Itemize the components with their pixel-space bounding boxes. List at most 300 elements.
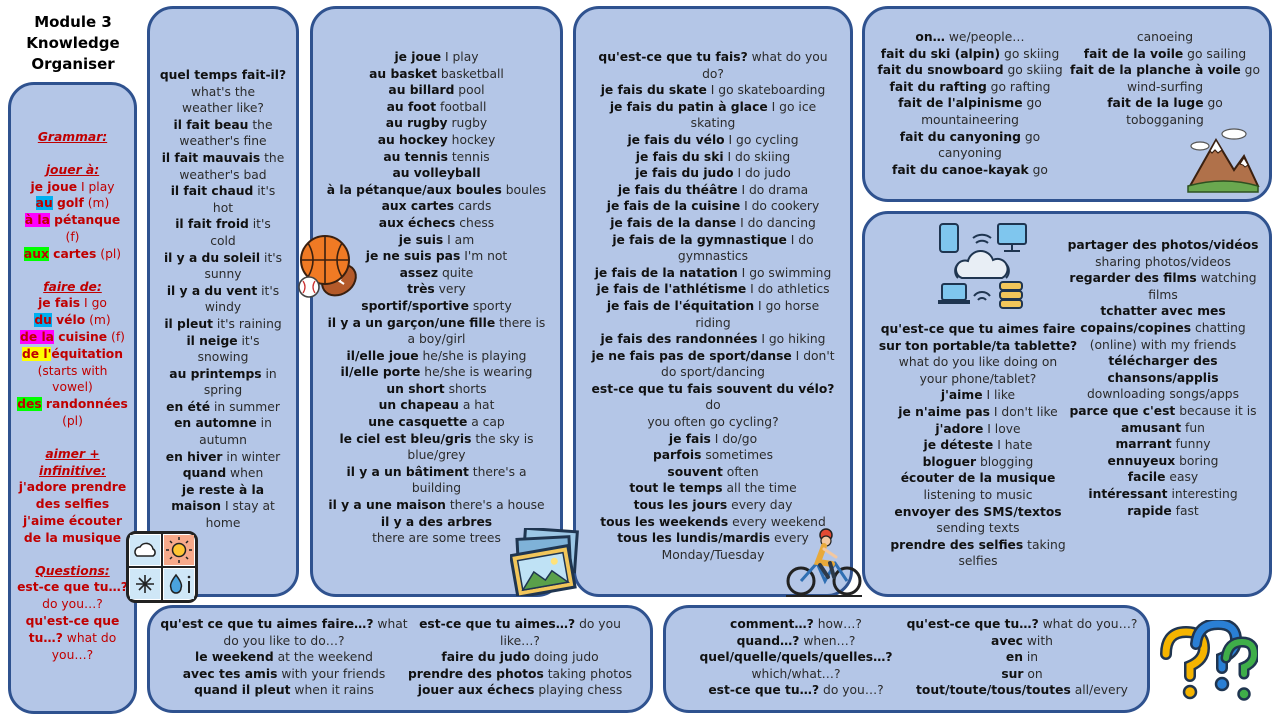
french-term: je joue bbox=[394, 50, 442, 64]
questions-list bbox=[11, 579, 134, 663]
french-term: est-ce que tu fais souvent du vélo? bbox=[591, 381, 835, 396]
vocab-line bbox=[323, 182, 550, 199]
vocab-line bbox=[323, 381, 550, 398]
french-term: un chapeau bbox=[378, 398, 459, 413]
french-term: je ne suis pas bbox=[365, 249, 461, 264]
english-translation: I go bbox=[80, 296, 107, 311]
english-translation: when bbox=[226, 466, 264, 481]
vocab-line bbox=[323, 66, 550, 83]
english-translation: riding bbox=[695, 315, 731, 330]
english-translation: canoeing bbox=[1136, 30, 1194, 44]
vocab-line bbox=[158, 100, 288, 117]
vocab-line bbox=[156, 682, 412, 699]
likes-panel bbox=[147, 605, 653, 713]
aimer-example-2: des selfies bbox=[35, 497, 110, 512]
vocab-line bbox=[11, 363, 134, 380]
vocab-line bbox=[323, 447, 550, 464]
vocab-line bbox=[873, 354, 1083, 371]
vocab-line bbox=[590, 497, 836, 514]
french-term: prendre des selfies bbox=[890, 537, 1024, 552]
english-translation: a hat bbox=[458, 398, 495, 413]
vocab-line bbox=[323, 49, 550, 66]
vocab-line bbox=[873, 387, 1083, 404]
english-translation: windy bbox=[204, 300, 242, 315]
french-term: en hiver bbox=[165, 449, 223, 464]
english-translation: fun bbox=[1181, 420, 1205, 435]
english-translation: wind-surfing bbox=[1126, 79, 1204, 94]
english-translation: a cap bbox=[467, 415, 505, 430]
english-translation: when…? bbox=[799, 633, 856, 648]
english-translation: it's bbox=[253, 184, 276, 199]
vocab-line bbox=[11, 295, 134, 312]
tech-list-left bbox=[873, 321, 1083, 570]
french-term: on… bbox=[915, 30, 945, 44]
french-term: je fais du skate bbox=[600, 83, 707, 98]
vocab-line bbox=[590, 198, 836, 215]
vocab-line bbox=[156, 633, 412, 650]
french-term: qu'est-ce que tu fais? bbox=[598, 50, 748, 64]
vocab-line bbox=[590, 298, 836, 315]
french-term: chansons/applis bbox=[1107, 370, 1219, 385]
vocab-line bbox=[1063, 453, 1263, 470]
english-translation: I do/go bbox=[710, 431, 758, 446]
vocab-line bbox=[158, 449, 288, 466]
aimer-example-4: de la musique bbox=[23, 530, 122, 545]
french-term: tchatter avec mes bbox=[1100, 304, 1226, 319]
vocab-line bbox=[11, 647, 134, 664]
french-term: au volleyball bbox=[392, 166, 481, 181]
vocab-line bbox=[1063, 353, 1263, 370]
vocab-line bbox=[1063, 370, 1263, 387]
vocab-line bbox=[158, 200, 288, 217]
english-translation: the bbox=[260, 150, 285, 165]
english-translation: home bbox=[205, 516, 241, 531]
english-translation: boules bbox=[501, 182, 547, 197]
vocab-line bbox=[676, 616, 916, 633]
english-translation: at the weekend bbox=[273, 650, 373, 665]
english-translation: listening to music bbox=[923, 487, 1033, 502]
vocab-line bbox=[323, 431, 550, 448]
vocab-line bbox=[323, 414, 550, 431]
english-translation: every bbox=[770, 531, 809, 546]
french-term: j'aime bbox=[940, 388, 983, 403]
english-translation: what bbox=[373, 617, 408, 631]
vocab-line bbox=[1067, 29, 1263, 46]
french-term: il y a du vent bbox=[166, 283, 258, 298]
vocab-line bbox=[158, 283, 288, 300]
vocab-line bbox=[875, 112, 1065, 129]
vocab-line bbox=[875, 129, 1065, 146]
vocab-line bbox=[590, 248, 836, 265]
english-translation: you…? bbox=[51, 647, 94, 662]
vocab-line bbox=[875, 145, 1065, 162]
english-translation: what do you…? bbox=[1038, 617, 1138, 631]
english-translation: there is bbox=[495, 315, 546, 330]
french-term: fait du snowboard bbox=[877, 63, 1004, 78]
english-translation: go skiing bbox=[1003, 63, 1063, 78]
english-translation: when it rains bbox=[290, 683, 374, 698]
vocab-line bbox=[158, 150, 288, 167]
english-translation: hockey bbox=[447, 132, 496, 147]
article-highlight: aux bbox=[23, 246, 49, 261]
english-translation: taking bbox=[1023, 537, 1066, 552]
english-translation: selfies bbox=[958, 554, 998, 569]
english-translation: in winter bbox=[222, 449, 281, 464]
vocab-line bbox=[1063, 486, 1263, 503]
vocab-line bbox=[11, 396, 134, 413]
vocab-line bbox=[676, 666, 916, 683]
french-term: tout le temps bbox=[629, 481, 723, 496]
english-translation: I do athletics bbox=[746, 282, 830, 297]
english-translation: I do drama bbox=[737, 182, 809, 197]
french-term: parfois bbox=[652, 448, 702, 463]
question-words-left bbox=[676, 616, 916, 699]
vocab-line bbox=[11, 229, 134, 246]
photos-icon bbox=[510, 528, 580, 596]
english-translation: all the time bbox=[722, 481, 797, 496]
french-term: golf bbox=[52, 196, 84, 211]
french-term: aux échecs bbox=[378, 215, 456, 230]
vocab-line bbox=[158, 366, 288, 383]
english-translation: I go hiking bbox=[757, 332, 826, 347]
vocab-line bbox=[158, 515, 288, 532]
french-term: il pleut bbox=[164, 316, 214, 331]
french-term: au printemps bbox=[169, 366, 262, 381]
vocab-line bbox=[158, 465, 288, 482]
article-highlight: à la bbox=[24, 213, 50, 228]
vocab-line bbox=[590, 480, 836, 497]
vocab-line bbox=[1067, 95, 1263, 112]
vocab-line bbox=[590, 215, 836, 232]
french-term: le ciel est bleu/gris bbox=[339, 431, 472, 446]
english-translation: spring bbox=[203, 383, 243, 398]
french-term: en automne bbox=[174, 416, 257, 431]
french-term: cuisine bbox=[53, 329, 108, 344]
vocab-line bbox=[11, 346, 134, 363]
vocab-line bbox=[11, 212, 134, 229]
english-translation: the bbox=[248, 117, 273, 132]
weather-list bbox=[158, 67, 288, 532]
french-term: prendre des photos bbox=[407, 666, 544, 681]
vocab-line bbox=[158, 316, 288, 333]
english-translation: weather like? bbox=[182, 101, 264, 116]
french-term: tout/toute/tous/toutes bbox=[916, 683, 1071, 698]
vocab-line bbox=[873, 404, 1083, 421]
vocab-line bbox=[590, 447, 836, 464]
vocab-line bbox=[158, 266, 288, 283]
vocab-line bbox=[875, 62, 1065, 79]
vocab-line bbox=[590, 381, 836, 414]
english-translation: go bbox=[1022, 96, 1042, 111]
french-term: je fais de la gymnastique bbox=[612, 232, 787, 247]
grammar-panel bbox=[8, 82, 137, 714]
english-translation: pool bbox=[454, 83, 485, 98]
french-term: quel/quelle/quels/quelles…? bbox=[699, 650, 893, 665]
english-translation: rugby bbox=[447, 116, 488, 131]
french-term: fait de la voile bbox=[1083, 46, 1184, 61]
vocab-line bbox=[590, 182, 836, 199]
outdoor-list-left bbox=[875, 29, 1065, 178]
english-translation: all/every bbox=[1070, 683, 1128, 698]
english-translation: he/she is playing bbox=[418, 348, 527, 363]
english-translation: (pl) bbox=[96, 246, 122, 261]
french-term: il y a un bâtiment bbox=[346, 464, 469, 479]
vocab-line bbox=[158, 399, 288, 416]
french-term: partager des photos/vidéos bbox=[1067, 238, 1259, 252]
french-term: ennuyeux bbox=[1107, 453, 1176, 468]
english-translation: snowing bbox=[197, 350, 249, 365]
french-term: je fais de l'équitation bbox=[606, 298, 755, 313]
activities-list bbox=[590, 49, 836, 563]
aimer-heading: aimer + infinitive: bbox=[39, 446, 106, 478]
french-term: fait du canyoning bbox=[899, 129, 1021, 144]
french-term: très bbox=[407, 282, 435, 297]
vocab-line bbox=[1063, 303, 1263, 320]
french-term: j'adore bbox=[935, 421, 984, 436]
french-term: assez bbox=[399, 265, 439, 280]
french-term: il y a une maison bbox=[328, 498, 446, 513]
english-translation: you often go cycling? bbox=[647, 415, 779, 430]
questions-heading: Questions: bbox=[35, 563, 110, 578]
vocab-line bbox=[875, 162, 1065, 179]
english-translation: gymnastics bbox=[677, 249, 749, 264]
vocab-line bbox=[323, 99, 550, 116]
vocab-line bbox=[323, 165, 550, 182]
english-translation: your phone/tablet? bbox=[919, 371, 1037, 386]
english-translation: in bbox=[261, 366, 277, 381]
vocab-line bbox=[11, 379, 134, 396]
english-translation: every day bbox=[727, 498, 793, 513]
grammar-note: (pl) bbox=[62, 413, 83, 428]
english-translation: weather's fine bbox=[179, 134, 267, 149]
french-term: tous les lundis/mardis bbox=[617, 531, 771, 546]
vocab-line bbox=[158, 133, 288, 150]
article-highlight: au bbox=[35, 196, 53, 211]
french-term: écouter de la musique bbox=[900, 471, 1056, 486]
vocab-line bbox=[323, 480, 550, 497]
english-translation: (m) bbox=[83, 196, 110, 211]
french-term: bloguer bbox=[922, 454, 977, 469]
vocab-line bbox=[1063, 420, 1263, 437]
cloud-devices-icon bbox=[936, 222, 1028, 312]
grammar-note: (starts with bbox=[37, 363, 108, 378]
french-term: tous les jours bbox=[633, 498, 728, 513]
english-translation: do? bbox=[702, 66, 724, 81]
english-translation: sunny bbox=[204, 267, 242, 282]
french-term: fait de la luge bbox=[1107, 96, 1204, 111]
english-translation: what do you like doing on bbox=[898, 355, 1058, 370]
english-translation: I go cycling bbox=[724, 132, 799, 147]
english-translation: I play bbox=[441, 50, 479, 64]
english-translation: mountaineering bbox=[921, 112, 1019, 127]
french-term: je fais bbox=[668, 431, 711, 446]
vocab-line bbox=[158, 432, 288, 449]
grammar-note: vowel) bbox=[52, 380, 93, 395]
english-translation: I don't like bbox=[989, 404, 1058, 419]
english-translation: I don't bbox=[791, 348, 835, 363]
vocab-line bbox=[1063, 469, 1263, 486]
vocab-line bbox=[323, 348, 550, 365]
french-term: quand…? bbox=[736, 633, 800, 648]
vocab-line bbox=[156, 616, 412, 633]
english-translation: I do skiing bbox=[723, 149, 791, 164]
mountain-icon bbox=[1186, 124, 1260, 194]
likes-list-left bbox=[156, 616, 412, 699]
english-translation: blue/grey bbox=[407, 448, 466, 463]
vocab-line bbox=[873, 487, 1083, 504]
french-term: au billard bbox=[388, 83, 455, 98]
french-term: est-ce que tu…? bbox=[17, 580, 128, 595]
english-translation: fast bbox=[1171, 503, 1199, 518]
french-term: je fais des randonnées bbox=[600, 332, 758, 347]
vocab-line bbox=[590, 82, 836, 99]
french-term: je reste à la bbox=[181, 482, 265, 497]
vocab-line bbox=[590, 49, 836, 66]
vocab-line bbox=[873, 371, 1083, 388]
english-translation: go rafting bbox=[986, 79, 1051, 94]
french-term: il/elle joue bbox=[346, 348, 419, 363]
english-translation: go sailing bbox=[1183, 46, 1247, 61]
vocab-line bbox=[158, 167, 288, 184]
english-translation: basketball bbox=[436, 66, 504, 81]
vocab-line bbox=[158, 382, 288, 399]
french-term: amusant bbox=[1121, 420, 1182, 435]
vocab-line bbox=[873, 454, 1083, 471]
article-highlight: de la bbox=[20, 329, 54, 344]
vocab-line bbox=[873, 321, 1083, 338]
vocab-line bbox=[590, 414, 836, 431]
english-translation: what do bbox=[62, 630, 117, 645]
vocab-line bbox=[902, 616, 1142, 633]
vocab-line bbox=[590, 232, 836, 249]
french-term: au tennis bbox=[383, 149, 448, 164]
vocab-line bbox=[158, 498, 288, 515]
vocab-line bbox=[873, 421, 1083, 438]
french-term: sur bbox=[1001, 666, 1024, 681]
vocab-line bbox=[590, 431, 836, 448]
english-translation: do bbox=[705, 398, 721, 413]
vocab-line bbox=[873, 470, 1083, 487]
vocab-line bbox=[676, 682, 916, 699]
french-term: qu'est-ce que tu…? bbox=[906, 617, 1039, 631]
vocab-line bbox=[11, 596, 134, 613]
english-translation: interesting bbox=[1167, 486, 1238, 501]
english-translation: it's bbox=[260, 250, 283, 265]
english-translation: the sky is bbox=[471, 431, 534, 446]
vocab-line bbox=[323, 331, 550, 348]
english-translation: sometimes bbox=[701, 448, 774, 463]
french-term: vélo bbox=[51, 313, 86, 328]
french-term: qu'est-ce que bbox=[25, 613, 120, 628]
english-translation: I go skateboarding bbox=[706, 83, 826, 98]
vocab-line bbox=[158, 233, 288, 250]
vocab-line bbox=[11, 630, 134, 647]
french-term: quand il pleut bbox=[194, 683, 291, 698]
french-term: avec tes amis bbox=[182, 666, 278, 681]
vocab-line bbox=[1063, 386, 1263, 403]
tech-list-right bbox=[1063, 237, 1263, 519]
weather-icon bbox=[126, 531, 198, 603]
vocab-line bbox=[590, 281, 836, 298]
english-translation: do sport/dancing bbox=[661, 365, 765, 380]
aimer-example-3: j'aime écouter bbox=[22, 513, 123, 528]
english-translation: canyoning bbox=[938, 146, 1002, 161]
french-term: fait du canoe-kayak bbox=[892, 162, 1029, 177]
english-translation: taking photos bbox=[543, 666, 633, 681]
english-translation: quite bbox=[438, 265, 474, 280]
english-translation: what do you bbox=[747, 50, 828, 64]
vocab-line bbox=[158, 333, 288, 350]
french-term: je n'aime pas bbox=[898, 404, 990, 419]
english-translation: tennis bbox=[447, 149, 490, 164]
english-translation: there are some trees bbox=[372, 531, 501, 546]
english-translation: it's bbox=[257, 283, 280, 298]
vocab-line bbox=[590, 331, 836, 348]
french-term: facile bbox=[1127, 470, 1166, 485]
french-term: il/elle porte bbox=[340, 365, 421, 380]
english-translation: football bbox=[436, 99, 487, 114]
vocab-line bbox=[590, 348, 836, 365]
vocab-line bbox=[158, 67, 288, 84]
english-translation: hot bbox=[212, 200, 234, 215]
english-translation: sending texts bbox=[936, 521, 1020, 536]
french-term: je fais du patin à glace bbox=[609, 99, 768, 114]
vocab-line bbox=[590, 115, 836, 132]
french-term: qu'est ce que tu aimes faire…? bbox=[160, 617, 374, 631]
vocab-line bbox=[400, 649, 640, 666]
french-term: fait du ski (alpin) bbox=[880, 46, 1001, 61]
vocab-line bbox=[590, 149, 836, 166]
french-term: parce que c'est bbox=[1069, 403, 1176, 418]
english-translation: skating bbox=[690, 116, 736, 131]
vocab-line bbox=[323, 315, 550, 332]
french-term: rapide bbox=[1127, 503, 1172, 518]
english-translation: do you like to do…? bbox=[223, 633, 345, 648]
faire-heading: faire de: bbox=[43, 279, 102, 294]
vocab-line bbox=[1063, 287, 1263, 304]
english-translation: cards bbox=[454, 199, 492, 214]
french-term: est-ce que tu aimes…? bbox=[419, 617, 576, 631]
english-translation: there's a bbox=[468, 464, 527, 479]
vocab-line bbox=[1063, 436, 1263, 453]
weather-panel bbox=[147, 6, 299, 597]
english-translation: cold bbox=[210, 233, 236, 248]
vocab-line bbox=[11, 195, 134, 212]
french-term: au rugby bbox=[385, 116, 448, 131]
vocab-line bbox=[590, 364, 836, 381]
french-term: pétanque bbox=[49, 213, 121, 228]
vocab-line bbox=[1067, 62, 1263, 79]
grammar-heading: Grammar: bbox=[37, 130, 108, 144]
french-term: qu'est-ce que tu aimes faire bbox=[880, 322, 1076, 336]
english-translation: it's raining bbox=[213, 316, 282, 331]
french-term: équitation bbox=[51, 346, 123, 361]
english-translation: do you like…? bbox=[500, 617, 621, 648]
vocab-line bbox=[902, 633, 1142, 650]
english-translation: I do cookery bbox=[740, 199, 820, 214]
vocab-line bbox=[873, 504, 1083, 521]
french-term: je fais de la cuisine bbox=[606, 199, 741, 214]
vocab-line bbox=[323, 215, 550, 232]
question-words-right bbox=[902, 616, 1142, 699]
english-translation: I do dancing bbox=[736, 215, 816, 230]
english-translation: boring bbox=[1175, 453, 1219, 468]
english-translation: downloading songs/apps bbox=[1086, 387, 1240, 402]
vocab-line bbox=[158, 183, 288, 200]
vocab-line bbox=[590, 464, 836, 481]
vocab-line bbox=[11, 613, 134, 630]
vocab-line bbox=[11, 312, 134, 329]
